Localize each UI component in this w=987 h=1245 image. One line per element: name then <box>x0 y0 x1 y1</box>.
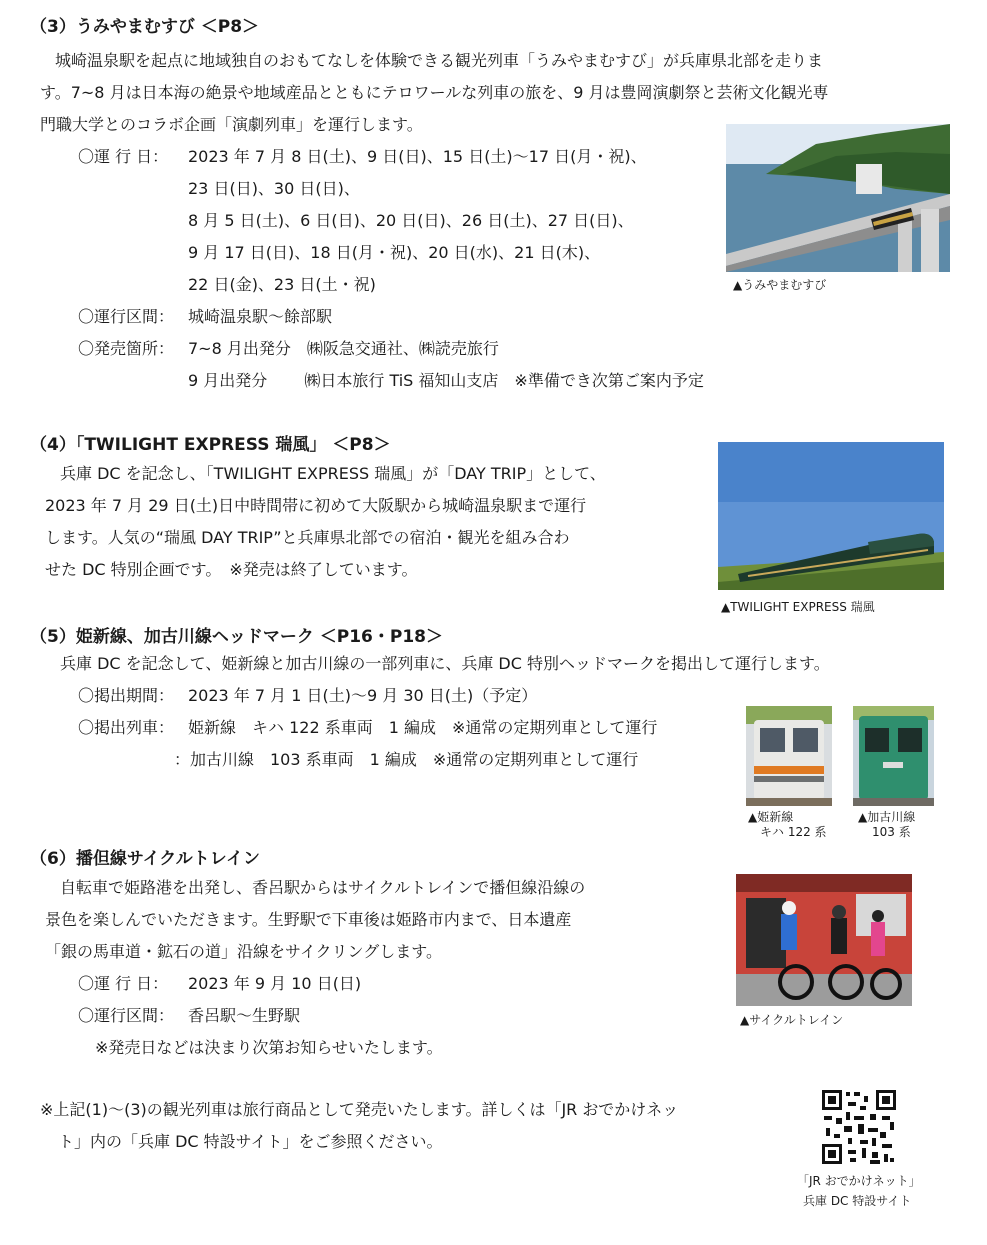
qr-caption-line-1: 「JR おでかけネット」 <box>797 1174 921 1188</box>
trains-label: 〇掲出列車： <box>78 718 175 737</box>
run-days-line-2: 23 日(日)、30 日(日)、 <box>188 179 360 198</box>
series-103-caption-line-1: ▲加古川線 <box>858 810 916 824</box>
section-3-heading: （3）うみやまむすび ＜P8＞ <box>30 17 260 37</box>
twilight-express-photo <box>718 442 944 590</box>
kiha-122-caption-line-1: ▲姫新線 <box>748 810 794 824</box>
cycle-train-caption: ▲サイクルトレイン <box>740 1013 844 1027</box>
section-3-body-line-1: 城崎温泉駅を起点に地域独自のおもてなしを体験できる観光列車「うみやまむすび」が兵庫県北部を走りま <box>55 51 824 70</box>
period-value: 2023 年 7 月 1 日(土)〜9 月 30 日(土)（予定） <box>188 686 538 705</box>
section-3-body-line-2: す。7~8 月は日本海の絶景や地域産品とともにテロワールな列車の旅を、9 月は豊岡演劇祭と芸術文化観光専 <box>40 83 829 102</box>
sales-label: 〇発売箇所： <box>78 339 175 358</box>
run-days-line-4: 9 月 17 日(日)、18 日(月・祝)、20 日(水)、21 日(木)、 <box>188 243 601 262</box>
cycle-note: ※発売日などは決まり次第お知らせいたします。 <box>95 1038 443 1057</box>
cycle-run-day-label: 〇運 行 日： <box>78 974 169 993</box>
section-4-body-line-4: せた DC 特別企画です。 ※発売は終了しています。 <box>45 560 418 579</box>
run-days-line-1: 2023 年 7 月 8 日(土)、9 日(日)、15 日(土)〜17 日(月・祝)、 <box>188 147 647 166</box>
cycle-route-value: 香呂駅〜生野駅 <box>188 1006 301 1025</box>
section-3-body-line-3: 門職大学とのコラボ企画「演劇列車」を運行します。 <box>40 115 423 134</box>
section-6-body-line-2: 景色を楽しんでいただきます。生野駅で下車後は姫路市内まで、日本遺産 <box>45 910 572 929</box>
cycle-train-photo <box>736 874 912 1006</box>
section-5-body: 兵庫 DC を記念して、姫新線と加古川線の一部列車に、兵庫 DC 特別ヘッドマークを掲出して運行します。 <box>60 654 830 673</box>
umiyama-musubi-caption: ▲うみやまむすび <box>733 278 827 292</box>
cycle-run-day-value: 2023 年 9 月 10 日(日) <box>188 974 362 993</box>
route-value: 城崎温泉駅〜餘部駅 <box>188 307 333 326</box>
series-103-photo <box>853 706 934 806</box>
sales-line-1: 7~8 月出発分 ㈱阪急交通社、㈱読売旅行 <box>188 339 499 358</box>
sales-line-2: 9 月出発分 ㈱日本旅行 TiS 福知山支店 ※準備でき次第ご案内予定 <box>188 371 704 390</box>
kiha-122-caption-line-2: キハ 122 系 <box>760 825 827 839</box>
route-label: 〇運行区間： <box>78 307 175 326</box>
cycle-route-label: 〇運行区間： <box>78 1006 175 1025</box>
run-days-line-5: 22 日(金)、23 日(土・祝) <box>188 275 376 294</box>
section-4-heading: （4）「TWILIGHT EXPRESS 瑞風」 ＜P8＞ <box>30 435 391 455</box>
trains-line-2: ：加古川線 103 系車両 1 編成 ※通常の定期列車として運行 <box>174 750 639 769</box>
section-4-body-line-1: 兵庫 DC を記念し、「TWILIGHT EXPRESS 瑞風」が「DAY TRIP」として、 <box>60 464 606 483</box>
section-4-body-line-2: 2023 年 7 月 29 日(土)日中時間帯に初めて大阪駅から城崎温泉駅まで運行 <box>45 496 587 515</box>
section-4-body-line-3: します。人気の“瑞風 DAY TRIP”と兵庫県北部での宿泊・観光を組み合わ <box>45 528 570 547</box>
run-days-label: 〇運 行 日： <box>78 147 169 166</box>
twilight-express-caption: ▲TWILIGHT EXPRESS 瑞風 <box>721 600 875 614</box>
qr-caption-line-2: 兵庫 DC 特設サイト <box>803 1194 912 1208</box>
section-6-heading: （6）播但線サイクルトレイン <box>30 849 260 869</box>
section-5-heading: （5）姫新線、加古川線ヘッドマーク ＜P16・P18＞ <box>30 627 443 647</box>
qr-code-icon[interactable] <box>820 1088 898 1166</box>
footer-note-line-1: ※上記(1)〜(3)の観光列車は旅行商品として発売いたします。詳しくは「JR おでかけネッ <box>40 1100 679 1119</box>
run-days-line-3: 8 月 5 日(土)、6 日(日)、20 日(日)、26 日(土)、27 日(日)、 <box>188 211 634 230</box>
section-6-body-line-3: 「銀の馬車道・鉱石の道」沿線をサイクリングします。 <box>45 942 442 961</box>
kiha-122-photo <box>746 706 832 806</box>
section-6-body-line-1: 自転車で姫路港を出発し、香呂駅からはサイクルトレインで播但線沿線の <box>60 878 586 897</box>
footer-note-line-2: ト」内の「兵庫 DC 特設サイト」をご参照ください。 <box>58 1132 443 1151</box>
umiyama-musubi-photo <box>726 124 950 272</box>
trains-line-1: 姫新線 キハ 122 系車両 1 編成 ※通常の定期列車として運行 <box>188 718 658 737</box>
series-103-caption-line-2: 103 系 <box>872 825 911 839</box>
period-label: 〇掲出期間： <box>78 686 175 705</box>
